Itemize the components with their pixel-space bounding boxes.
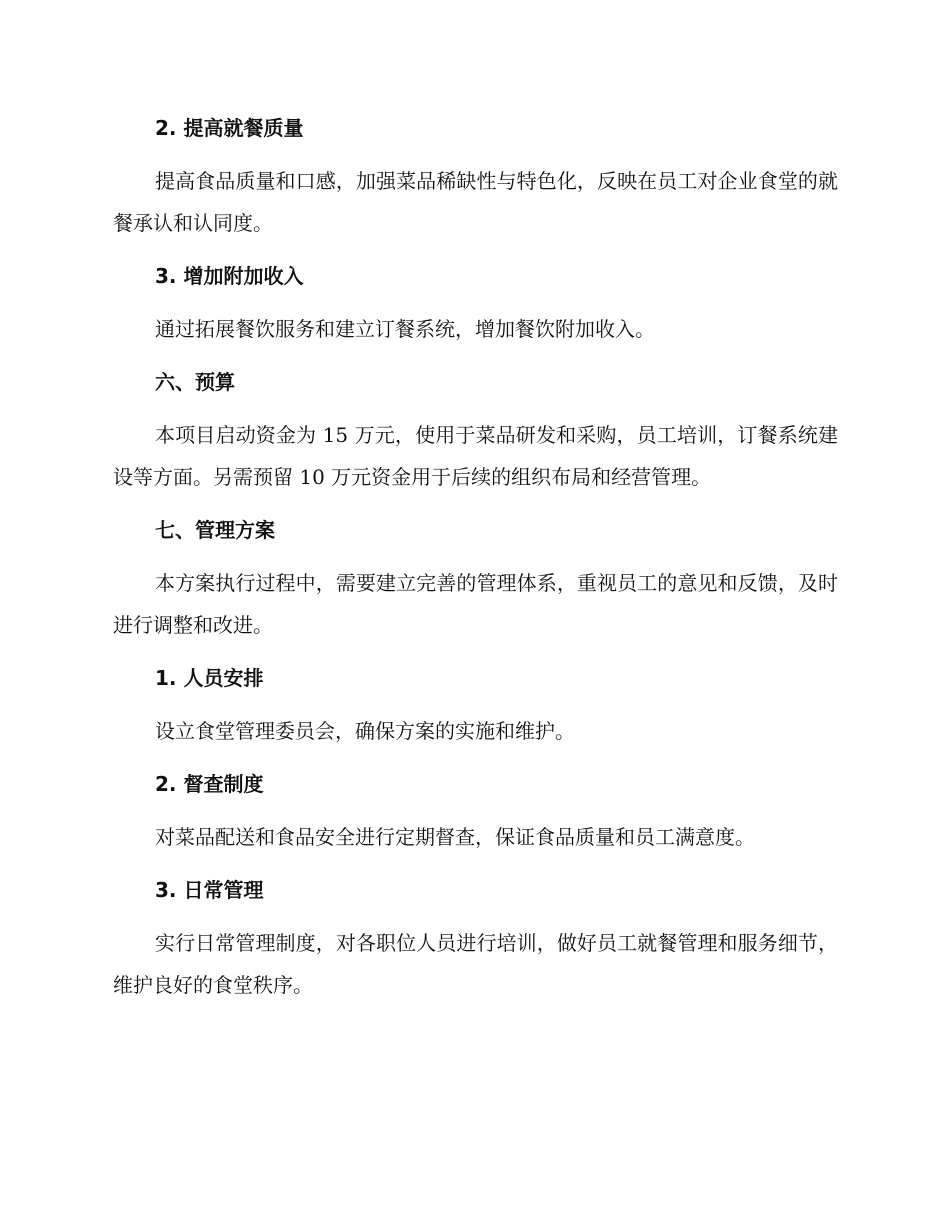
paragraph-improve-dining-quality: 提高食品质量和口感，加强菜品稀缺性与特色化，反映在员工对企业食堂的就餐承认和认同度。 <box>113 169 838 235</box>
paragraph-management-plan: 本方案执行过程中，需要建立完善的管理体系，重视员工的意见和反馈，及时进行调整和改进。 <box>113 571 838 637</box>
section-heading-staffing: 1. 人员安排 <box>155 666 264 690</box>
paragraph-daily-management: 实行日常管理制度，对各职位人员进行培训，做好员工就餐管理和服务细节，维护良好的食堂秩序。 <box>113 931 838 997</box>
paragraph-budget: 本项目启动资金为 15 万元，使用于菜品研发和采购，员工培训，订餐系统建设等方面。另需预留 10 万元资金用于后续的组织布局和经营管理。 <box>113 423 838 489</box>
section-heading-improve-dining-quality: 2. 提高就餐质量 <box>155 116 304 140</box>
section-heading-additional-income: 3. 增加附加收入 <box>155 264 304 288</box>
section-heading-supervision: 2. 督查制度 <box>155 772 264 796</box>
paragraph-supervision: 对菜品配送和食品安全进行定期督查，保证食品质量和员工满意度。 <box>155 825 755 849</box>
section-heading-management-plan: 七、管理方案 <box>155 518 275 542</box>
document-body <box>113 108 838 1018</box>
section-heading-daily-management: 3. 日常管理 <box>155 878 264 902</box>
paragraph-additional-income: 通过拓展餐饮服务和建立订餐系统，增加餐饮附加收入。 <box>155 317 655 341</box>
paragraph-staffing: 设立食堂管理委员会，确保方案的实施和维护。 <box>155 719 575 743</box>
section-heading-budget: 六、预算 <box>155 370 235 394</box>
